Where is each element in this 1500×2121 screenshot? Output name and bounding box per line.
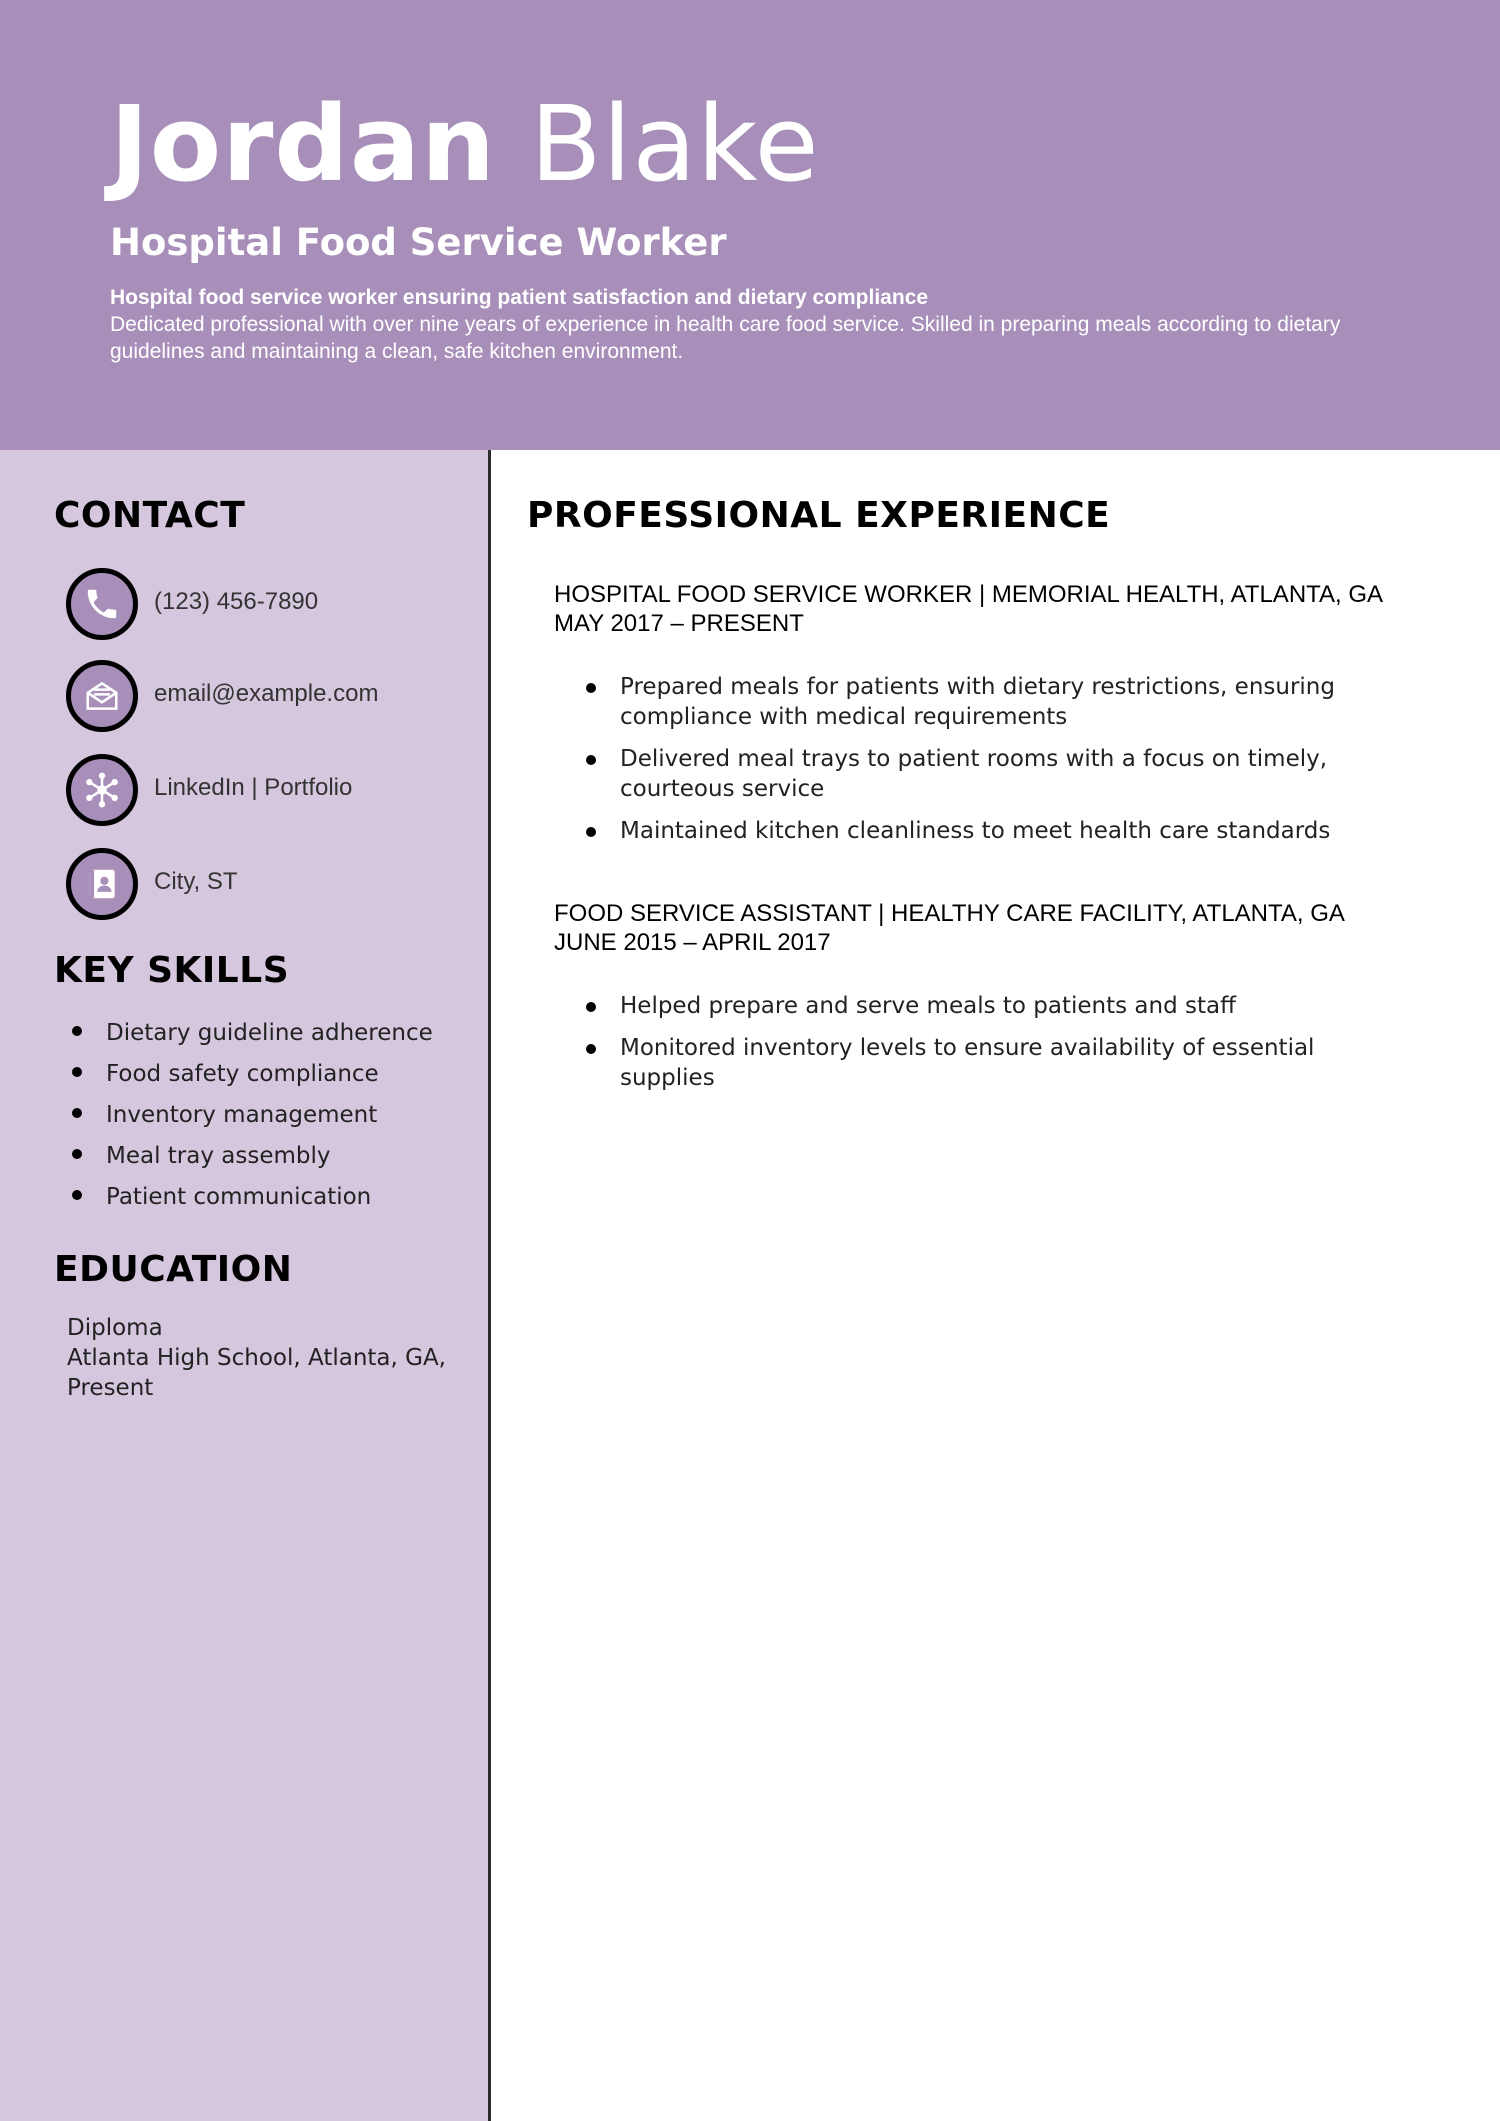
email-text[interactable]: email@example.com [154, 680, 379, 707]
column-divider [488, 450, 491, 2121]
summary [110, 284, 1370, 365]
address-book-icon [66, 848, 138, 920]
education-status: Present [67, 1375, 154, 1401]
links-text[interactable]: LinkedIn | Portfolio [154, 774, 353, 801]
skills-heading: KEY SKILLS [54, 950, 290, 991]
job-1-dates: MAY 2017 – PRESENT [554, 610, 804, 637]
education-entry [67, 1313, 467, 1403]
contact-email [66, 660, 466, 732]
education-degree: Diploma [67, 1315, 163, 1341]
job-1-bullet: Delivered meal trays to patient rooms with a focus on timely, courteous service [582, 744, 1412, 804]
skill-item: Meal tray assembly [68, 1136, 468, 1177]
job-1-title: HOSPITAL FOOD SERVICE WORKER | MEMORIAL HEALTH, ATLANTA, GA [554, 581, 1384, 608]
job-1-bullet: Maintained kitchen cleanliness to meet health care standards [582, 816, 1412, 846]
education-school: Atlanta High School, Atlanta, GA, [67, 1345, 446, 1371]
job-2-bullet: Monitored inventory levels to ensure availability of essential supplies [582, 1033, 1412, 1093]
job-2-title: FOOD SERVICE ASSISTANT | HEALTHY CARE FACILITY, ATLANTA, GA [554, 900, 1345, 927]
phone-text[interactable]: (123) 456-7890 [154, 588, 319, 615]
job-2-bullets [582, 991, 1412, 1105]
last-name: Blake [530, 83, 820, 205]
job-2-dates: JUNE 2015 – APRIL 2017 [554, 929, 831, 956]
contact-heading: CONTACT [54, 495, 246, 536]
contact-links [66, 754, 466, 826]
skill-item: Dietary guideline adherence [68, 1013, 468, 1054]
location-text: City, ST [154, 868, 238, 895]
first-name: Jordan [110, 83, 497, 205]
job-2-header [554, 899, 1454, 957]
education-heading: EDUCATION [54, 1249, 293, 1290]
skill-item: Patient communication [68, 1177, 468, 1218]
skill-item: Inventory management [68, 1095, 468, 1136]
contact-phone [66, 568, 466, 640]
job-title: Hospital Food Service Worker [110, 221, 727, 264]
summary-body: Dedicated professional with over nine years of experience in health care food service. Skilled in preparing meals according to dietary guidelines and maintaining a clean, safe kitchen environment. [110, 313, 1341, 363]
network-icon [66, 754, 138, 826]
skills-list [68, 1013, 468, 1218]
job-2-bullet: Helped prepare and serve meals to patients and staff [582, 991, 1412, 1021]
resume-header [0, 0, 1500, 450]
job-1-bullet: Prepared meals for patients with dietary restrictions, ensuring compliance with medical requirements [582, 672, 1412, 732]
candidate-name [110, 82, 820, 207]
email-icon [66, 660, 138, 732]
job-1-bullets [582, 672, 1412, 858]
experience-heading: PROFESSIONAL EXPERIENCE [527, 495, 1111, 536]
contact-location [66, 848, 466, 920]
job-1-header [554, 580, 1454, 638]
summary-headline: Hospital food service worker ensuring patient satisfaction and dietary compliance [110, 286, 929, 309]
phone-icon [66, 568, 138, 640]
skill-item: Food safety compliance [68, 1054, 468, 1095]
